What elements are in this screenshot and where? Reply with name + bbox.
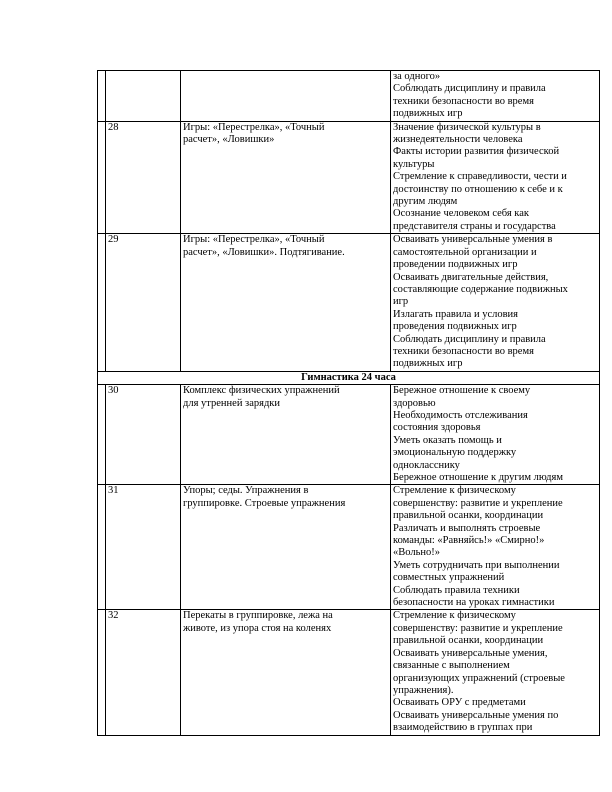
section-header-row [98,371,600,384]
table-body-games [98,71,600,372]
result-line: составляющие содержание подвижных [393,283,568,295]
result-line: Осваивать ОРУ с предметами [393,697,526,709]
topic-line: расчет», «Ловишки». Подтягивание. [183,246,345,258]
table-row [98,485,600,610]
topic-line: Перекаты в группировке, лежа на [183,610,333,622]
result-line: совместных упражнений [393,572,505,584]
result-line: Осознание человеком себя как [393,208,530,220]
result-line: Осваивать универсальные умения по [393,709,559,721]
lesson-topic [181,71,391,122]
lesson-number: 28 [106,121,181,234]
result-line: Различать и выполнять строевые [393,522,541,534]
result-line: другим людям [393,196,458,208]
result-line: Соблюдать правила техники [393,584,520,596]
lesson-number: 32 [106,610,181,735]
result-line: Уметь сотрудничать при выполнении [393,559,560,571]
lesson-topic [181,485,391,610]
table-body-gymnastics [98,385,600,735]
row-margin-cell [98,121,106,234]
lesson-results [391,385,600,485]
row-margin-cell [98,71,106,122]
result-line: взаимодействию в группах при [393,722,533,734]
result-line: Стремление к физическому [393,610,516,622]
result-line: Необходимость отслеживания [393,409,528,421]
result-line: проведении подвижных игр [393,259,518,271]
result-line: самостоятельной организации и [393,246,537,258]
result-line: «Вольно!» [393,547,441,559]
result-line: достоинству по отношению к себе и к [393,183,563,195]
result-line: представителя страны и государства [393,220,556,232]
row-margin-cell [98,485,106,610]
result-line: Бережное отношение к своему [393,385,531,397]
section-title: Гимнастика 24 часа [98,371,600,384]
result-line: Значение физической культуры в [393,121,541,133]
lesson-topic [181,385,391,485]
result-line: за одного» [393,71,441,82]
result-line: Соблюдать дисциплину и правила [393,83,546,95]
result-line: организующих упражнений (строевые [393,672,565,684]
result-line: состояния здоровья [393,422,481,434]
topic-line: Комплекс физических упражнений [183,385,340,397]
result-line: совершенству: развитие и укрепление [393,622,563,634]
topic-line: Игры: «Перестрелка», «Точный [183,234,325,246]
row-margin-cell [98,610,106,735]
result-line: правильной осанки, координации [393,635,544,647]
topic-line: Упоры; седы. Упражнения в [183,485,309,497]
table-row [98,121,600,234]
lesson-number [106,71,181,122]
result-line: команды: «Равняйсь!» «Смирно!» [393,535,545,547]
result-line: игр [393,296,409,308]
table-row [98,234,600,371]
row-margin-cell [98,385,106,485]
table-row [98,610,600,735]
topic-line: Игры: «Перестрелка», «Точный [183,121,325,133]
lesson-number: 31 [106,485,181,610]
lesson-results [391,610,600,735]
result-line: Уметь оказать помощь и [393,434,502,446]
lesson-results [391,71,600,122]
lesson-number: 29 [106,234,181,371]
lesson-results [391,485,600,610]
result-line: подвижных игр [393,358,463,370]
result-line: подвижных игр [393,108,463,120]
result-line: совершенству: развитие и укрепление [393,497,563,509]
result-line: проведения подвижных игр [393,321,517,333]
result-line: связанные с выполнением [393,660,510,672]
result-line: эмоциональную поддержку [393,447,517,459]
result-line: культуры [393,158,435,170]
result-line: Стремление к справедливости, чести и [393,171,567,183]
result-line: Стремление к физическому [393,485,516,497]
topic-line: для утренней зарядки [183,397,281,409]
topic-line: расчет», «Ловишки» [183,134,275,146]
result-line: Соблюдать дисциплину и правила [393,333,546,345]
result-line: однокласснику [393,459,460,471]
table-body-section [98,371,600,384]
result-line: Осваивать универсальные умения, [393,647,548,659]
lesson-topic [181,610,391,735]
result-line: техники безопасности во время [393,345,534,357]
lesson-number: 30 [106,385,181,485]
result-line: упражнения). [393,684,454,696]
result-line: техники безопасности во время [393,95,534,107]
topic-line: животе, из упора стоя на коленях [183,622,332,634]
result-line: правильной осанки, координации [393,510,544,522]
row-margin-cell [98,234,106,371]
lesson-results [391,234,600,371]
lesson-topic [181,234,391,371]
table-row [98,385,600,485]
result-line: Осваивать двигательные действия, [393,271,549,283]
result-line: Факты истории развития физической [393,146,560,158]
result-line: Бережное отношение к другим людям [393,472,563,483]
result-line: здоровью [393,397,436,409]
topic-line: группировке. Строевые упражнения [183,497,346,509]
lesson-topic [181,121,391,234]
result-line: Излагать правила и условия [393,308,519,320]
table-row [98,71,600,122]
result-line: жизнедеятельности человека [393,134,523,146]
lesson-plan-table [97,70,600,736]
result-line: безопасности на уроках гимнастики [393,597,555,609]
lesson-results [391,121,600,234]
result-line: Осваивать универсальные умения в [393,234,553,246]
